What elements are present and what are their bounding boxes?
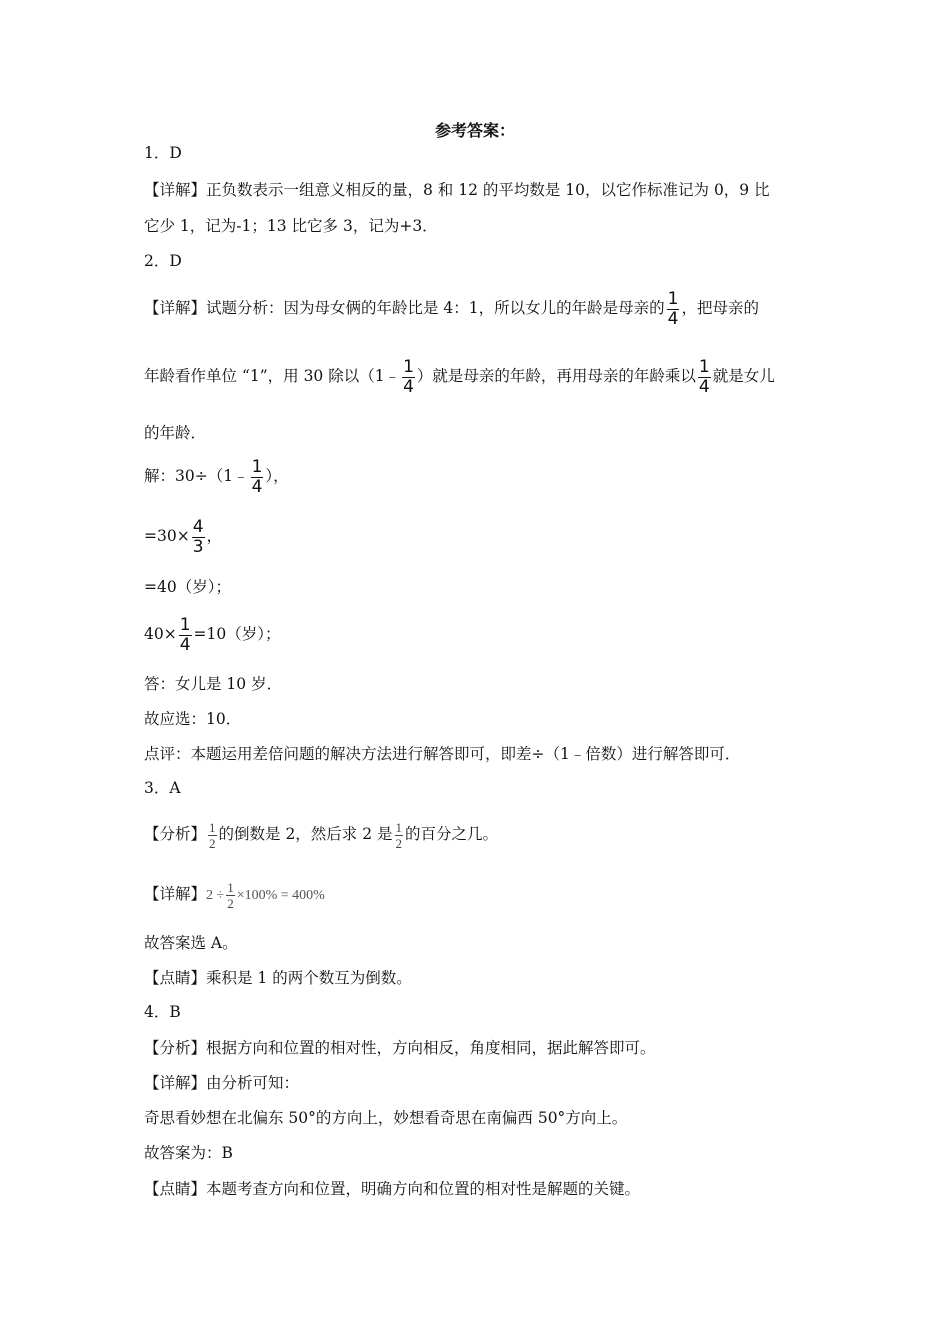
- q2-detail-line-1: [144, 288, 759, 328]
- fraction-one-quarter: $\frac{1}{4}$: [251, 456, 263, 497]
- fraction-four-thirds: $\frac{4}{3}$: [192, 516, 204, 557]
- fraction-one-half: $\frac{1}{2}$: [227, 879, 234, 911]
- q3-heading: 3．A: [144, 779, 181, 797]
- q2-detail-text-a: 【详解】试题分析：因为母女俩的年龄比是 4：1，所以女儿的年龄是母亲的: [144, 299, 665, 317]
- fraction-one-quarter: $\frac{1}{4}$: [179, 614, 191, 655]
- q2-detail-line-3: 的年龄．: [144, 424, 207, 442]
- q1-detail-line-2: 它少 1，记为-1；13 比它多 3，记为+3．: [144, 217, 438, 235]
- q2-solution-step-3: =40（岁）；: [144, 578, 231, 596]
- q2-detail-line-2: [144, 356, 775, 396]
- q2-detail-text-e: 就是女儿: [712, 367, 775, 385]
- page-title: 参考答案：: [434, 121, 515, 140]
- q2-solution-step-2: =30× $\frac{4}{3}$ ，: [144, 516, 223, 557]
- q1-heading: 1．D: [144, 144, 182, 162]
- q4-result: 故答案为：B: [144, 1144, 233, 1162]
- q3-note: 【点睛】乘积是 1 的两个数互为倒数。: [144, 969, 412, 987]
- fraction-one-quarter: $\frac{1}{4}$: [667, 288, 679, 329]
- q2-solution-step-1: 解：30÷（1﹣ $\frac{1}{4}$ ），: [144, 456, 289, 497]
- q4-note: 【点睛】本题考查方向和位置，明确方向和位置的相对性是解题的关键。: [144, 1180, 641, 1198]
- q2-detail-text-d: ）就是母亲的年龄，再用母亲的年龄乘以: [416, 367, 696, 385]
- fraction-one-quarter: $\frac{1}{4}$: [403, 356, 414, 397]
- q2-heading: 2．D: [144, 252, 182, 270]
- q2-detail-text-b: ，把母亲的: [681, 299, 759, 317]
- fraction-one-half: $\frac{1}{2}$: [395, 819, 403, 851]
- fraction-one-quarter: $\frac{1}{4}$: [698, 356, 710, 397]
- q3-result: 故答案选 A。: [144, 934, 238, 952]
- q3-analysis: 【分析】 $\frac{1}{2}$ 的倒数是 2，然后求 2 是 $\frac{1}{2}$ 的百分之几。: [144, 819, 499, 851]
- q2-comment: 点评：本题运用差倍问题的解决方法进行解答即可，即差÷（1﹣倍数）进行解答即可．: [144, 745, 741, 763]
- q1-detail-line-1: 【详解】正负数表示一组意义相反的量，8 和 12 的平均数是 10，以它作标准记为 0，9 比: [144, 181, 770, 199]
- q2-detail-text-c: 年龄看作单位 “1”，用 30 除以（1﹣: [144, 367, 401, 385]
- q4-heading: 4．B: [144, 1003, 181, 1021]
- q2-solution-step-4: 40× $\frac{1}{4}$ =10（岁）；: [144, 614, 281, 655]
- q4-analysis: 【分析】根据方向和位置的相对性，方向相反，角度相同，据此解答即可。: [144, 1039, 656, 1057]
- q2-answer: 答：女儿是 10 岁．: [144, 675, 283, 693]
- fraction-one-half: $\frac{1}{2}$: [209, 819, 216, 851]
- q4-detail: 【详解】由分析可知：: [144, 1074, 300, 1092]
- q4-explanation: 奇思看妙想在北偏东 50°的方向上，妙想看奇思在南偏西 50°方向上。: [144, 1109, 628, 1127]
- q2-selection: 故应选：10．: [144, 710, 242, 728]
- q3-detail: 【详解】2 ÷ $\frac{1}{2}$ ×100% = 400%: [144, 879, 325, 911]
